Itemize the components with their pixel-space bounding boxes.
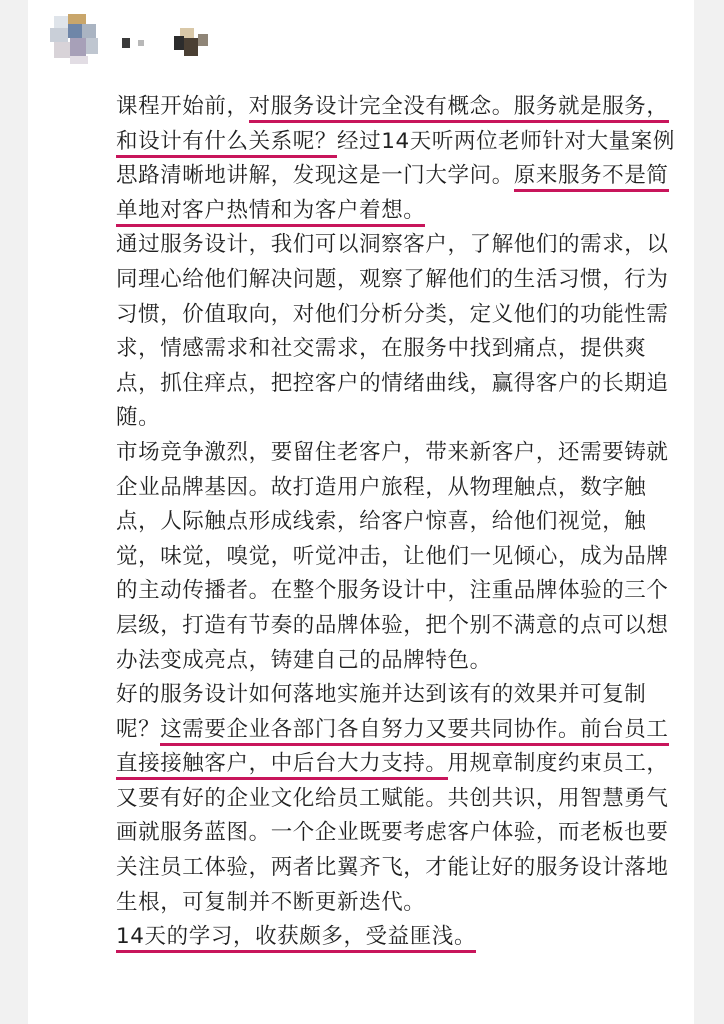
highlighted-text: 这需要企业各部门各自努力又要共同协作。前台员工直接接触客户，中后台大力支持。 xyxy=(116,717,669,781)
body-text: 用规章制度约束员工，又要有好的企业文化给员工赋能。共创共识，用智慧勇气画就服务蓝图。一个企业既要考虑客户体验，而老板也要关注员工体验，两者比翼齐飞，才能让好的服务设计落地生根，可复制并不断更新迭代。 xyxy=(116,751,669,915)
post-body xyxy=(116,90,676,955)
avatar[interactable] xyxy=(50,14,106,64)
post-paragraph xyxy=(116,90,676,228)
body-text: 经过14天听两位老师针对大量案例思路清晰地讲解，发现这是一门大学问。 xyxy=(116,128,675,189)
body-text: 通过服务设计，我们可以洞察客户，了解他们的需求，以同理心给他们解决问题，观察了解他们的生活习惯，行为习惯，价值取向，对他们分析分类，定义他们的功能性需求，情感需求和社交需求，在服务中找到痛点，提供爽点，抓住痒点，把控客户的情绪曲线，赢得客户的长期追随。 xyxy=(116,232,669,431)
highlighted-text: 原来服务不是简单地对客户热情和为客户着想。 xyxy=(116,163,669,227)
post-paragraph xyxy=(116,436,676,678)
highlighted-text: 14天的学习，收获颇多，受益匪浅。 xyxy=(116,924,476,953)
post-paragraph xyxy=(116,920,676,955)
body-text: 市场竞争激烈，要留住老客户，带来新客户，还需要铸就企业品牌基因。故打造用户旅程，从物理触点，数字触点，人际触点形成线索，给客户惊喜，给他们视觉，触觉，味觉，嗅觉，听觉冲击，让他们一见倾心，成为品牌的主动传播者。在整个服务设计中，注重品牌体验的三个层级，打造有节奏的品牌体验，把个别不满意的点可以想办法变成亮点，铸建自己的品牌特色。 xyxy=(116,439,669,673)
body-text: 课程开始前， xyxy=(116,94,249,119)
post-paragraph xyxy=(116,228,676,436)
highlighted-text: 对服务设计完全没有概念。服务就是服务，和设计有什么关系呢？ xyxy=(116,94,669,158)
username-blurred[interactable] xyxy=(118,28,218,58)
body-text: 好的服务设计如何落地实施并达到该有的效果并可复制呢？ xyxy=(116,682,647,742)
post-paragraph xyxy=(116,678,676,920)
